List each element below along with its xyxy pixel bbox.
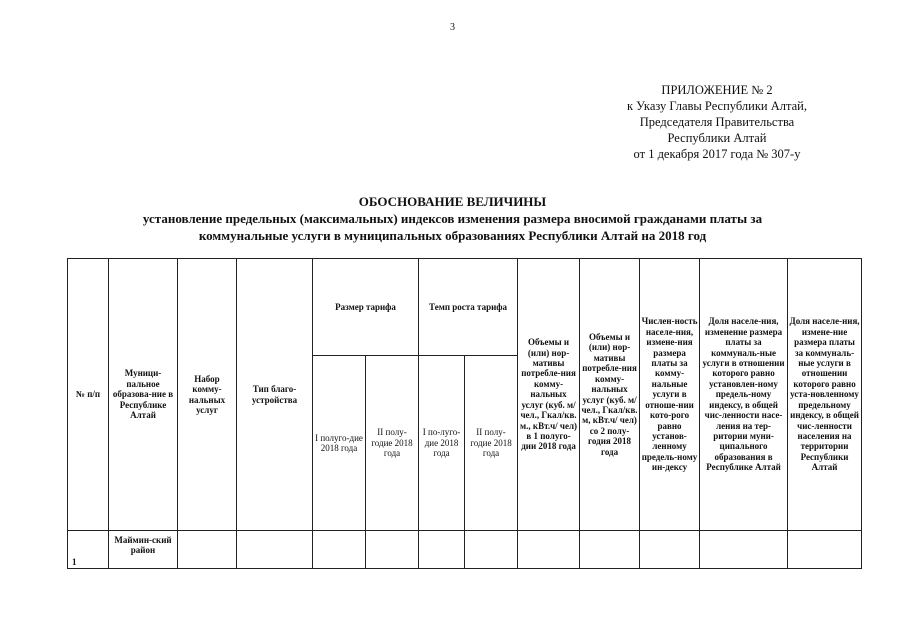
table-row <box>68 531 862 569</box>
justification-table <box>67 258 862 569</box>
appendix-block <box>587 82 847 162</box>
row-growth-h2 <box>465 531 518 569</box>
appendix-line: ПРИЛОЖЕНИЕ № 2 <box>661 83 773 97</box>
row-tariff-h1 <box>313 531 366 569</box>
header-tariff-growth: Темп роста тарифа <box>419 259 518 356</box>
row-volume-h2 <box>580 531 640 569</box>
title-line: ОБОСНОВАНИЕ ВЕЛИЧИНЫ <box>358 194 547 209</box>
subheader-tariff-h2: II полу-годие 2018 года <box>366 356 419 531</box>
title-line: установление предельных (максимальных) индексов изменения размера вносимой гражданами платы за <box>142 211 763 226</box>
page-number: 3 <box>450 22 455 33</box>
header-housing-type: Тип благо-устройства <box>237 259 313 531</box>
row-services-set <box>178 531 237 569</box>
header-municipality: Муници-пальное образова-ние в Республике Алтай <box>109 259 178 531</box>
appendix-line: Республики Алтай <box>667 131 767 145</box>
appendix-line: от 1 декабря 2017 года № 307-у <box>633 147 801 161</box>
appendix-line: Председателя Правительства <box>639 115 795 129</box>
header-population-share-municipality: Доля населе-ния, изменение размера платы за коммуналь-ные услуги в отношении которого равно установлен-ному предель-ному индексу, в общей чис-ленности насе-ления на тер-ритории муни-ципального образования в Республике Алтай <box>700 259 788 531</box>
header-num: № п/п <box>68 259 109 531</box>
subheader-growth-h1: I по-луго-дие 2018 года <box>419 356 465 531</box>
subheader-growth-h2: II полу-годие 2018 года <box>465 356 518 531</box>
row-housing-type <box>237 531 313 569</box>
row-municipality: Маймин-ский район <box>109 531 178 569</box>
appendix-line: к Указу Главы Республики Алтай, <box>626 99 807 113</box>
header-volume-h2: Объемы и (или) нор-мативы потребле-ния комму-нальных услуг (куб. м/чел., Гкал/кв. м, кВт.ч/ чел) со 2 полу-годия 2018 года <box>580 259 640 531</box>
row-population-count <box>640 531 700 569</box>
row-volume-h1 <box>518 531 580 569</box>
header-volume-h1: Объемы и (или) нор-мативы потребле-ния комму-нальных услуг (куб. м/чел., Гкал/кв. м., кВт.ч/ чел) в 1 полуго-дии 2018 года <box>518 259 580 531</box>
title-line: коммунальные услуги в муниципальных образованиях Республики Алтай на 2018 год <box>198 228 707 243</box>
header-row <box>68 259 862 356</box>
document-title <box>0 193 905 244</box>
subheader-tariff-h1: I полуго-дие 2018 года <box>313 356 366 531</box>
header-tariff-size: Размер тарифа <box>313 259 419 356</box>
row-share-republic <box>788 531 862 569</box>
header-population-share-republic: Доля населе-ния, измене-ние размера платы за коммуналь-ные услуги в отношении которого равно уста-новленному предельному индексу, в общей чис-ленности населения на территории Республики Алтай <box>788 259 862 531</box>
row-num: 1 <box>68 531 109 569</box>
header-population-count: Числен-ность населе-ния, измене-ния размера платы за комму-нальные услуги в отноше-нии кото-рого равно установ-ленному предель-ному ин-дексу <box>640 259 700 531</box>
row-growth-h1 <box>419 531 465 569</box>
row-tariff-h2 <box>366 531 419 569</box>
row-share-municipality <box>700 531 788 569</box>
header-services-set: Набор комму-нальных услуг <box>178 259 237 531</box>
